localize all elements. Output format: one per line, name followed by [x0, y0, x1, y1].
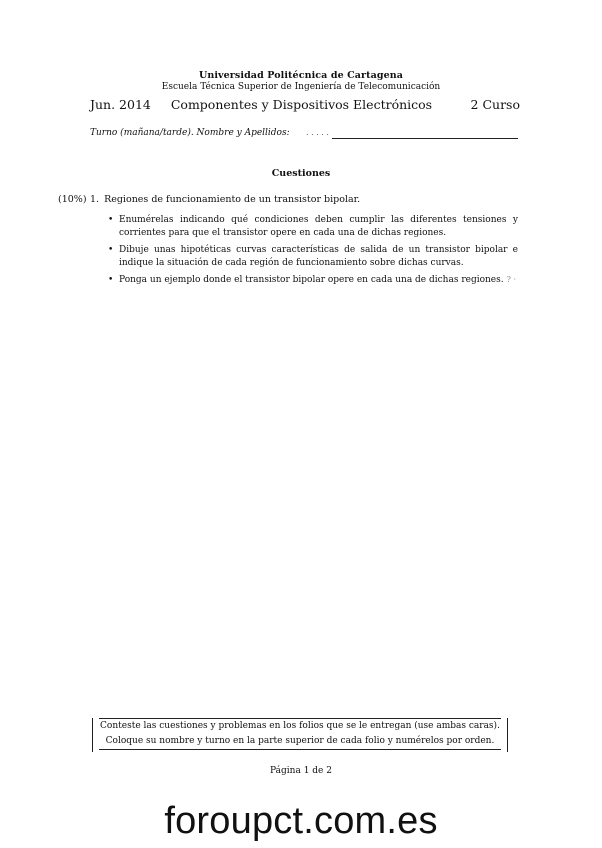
turno-dots: . . . . . — [306, 128, 329, 137]
subject-title: Componentes y Dispositivos Electrónicos — [170, 97, 433, 112]
question-number: 1. — [90, 194, 100, 205]
instruction-line-1: Conteste las cuestiones y problemas en los folios que se le entregan (use ambas caras). — [99, 718, 501, 734]
exam-date: Jun. 2014 — [90, 97, 151, 112]
name-fill-line — [332, 138, 518, 139]
question-bullets — [108, 214, 518, 292]
course-header-left — [90, 97, 432, 112]
turno-name-label: Turno (mañana/tarde). Nombre y Apellidos: — [90, 128, 290, 138]
instruction-line-2: Coloque su nombre y turno en la parte superior de cada folio y numérelos por orden. — [99, 734, 501, 750]
university-name: Universidad Politécnica de Cartagena — [198, 70, 404, 81]
section-title: Cuestiones — [271, 168, 331, 179]
watermark: foroupct.com.es — [164, 800, 438, 842]
question-1 — [90, 194, 360, 205]
handwritten-marks: ? · — [506, 275, 516, 284]
list-item — [108, 244, 518, 269]
school-name: Escuela Técnica Superior de Ingeniería de Telecomunicación — [161, 82, 441, 92]
bullet-icon: • — [108, 215, 114, 225]
page-number: Página 1 de 2 — [270, 766, 332, 776]
course-year: 2 Curso — [470, 97, 520, 112]
bullet-text: Ponga un ejemplo donde el transistor bipolar opere en cada una de dichas regiones. — [119, 275, 504, 285]
list-item — [108, 214, 518, 239]
course-header — [90, 97, 520, 112]
bullet-text: Dibuje unas hipotéticas curvas características de salida de un transistor bipolar e indique la situación de cada región de funcionamiento sobre dichas curvas. — [119, 245, 518, 268]
bullet-icon: • — [108, 245, 114, 255]
bullet-icon: • — [108, 275, 114, 285]
bullet-text: Enumérelas indicando qué condiciones deben cumplir las diferentes tensiones y corrientes para que el transistor opere en cada una de dichas regiones. — [119, 215, 518, 238]
instructions-box — [92, 718, 508, 752]
question-weight: (10%) — [58, 194, 87, 205]
list-item — [108, 274, 518, 287]
question-text: Regiones de funcionamiento de un transistor bipolar. — [104, 194, 361, 205]
